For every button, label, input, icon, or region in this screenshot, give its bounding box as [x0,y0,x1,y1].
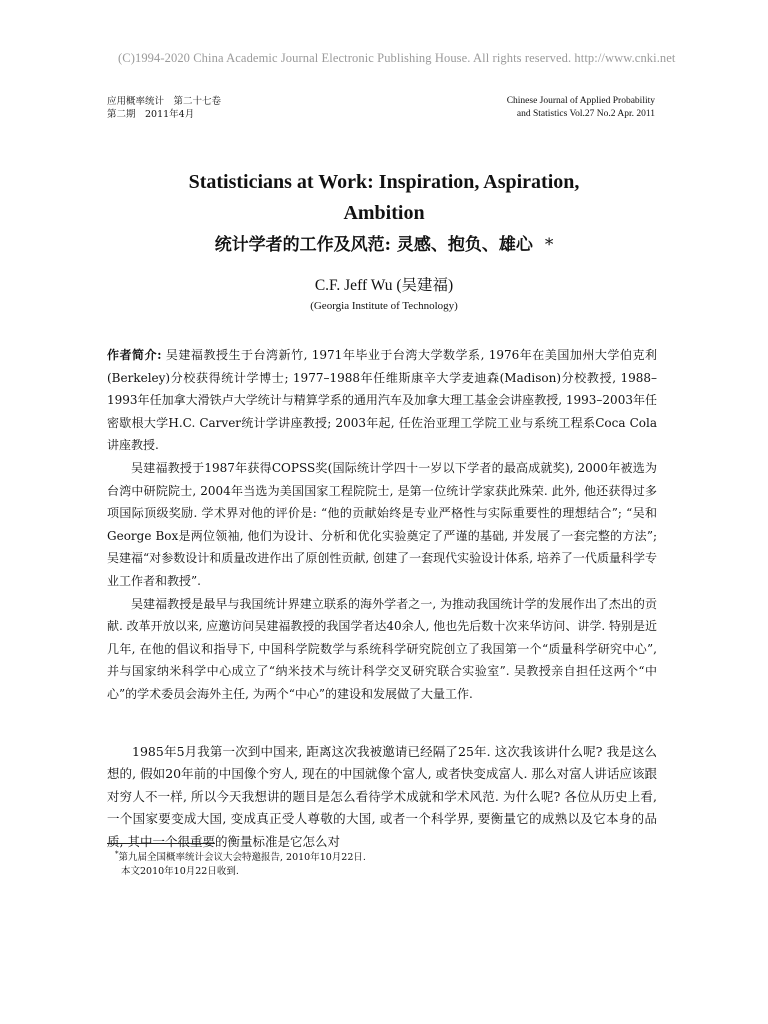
author-biography [107,344,657,706]
footnote-text: 第九届全国概率统计会议大会特邀报告, 2010年10月22日. [118,852,366,864]
body-paragraph: 1985年5月我第一次到中国来, 距离这次我被邀请已经隔了25年. 这次我该讲什么呢? 我是这么想的, 假如20年前的中国像个穷人, 现在的中国就像个富人, 或者快变成富人. 那么对富人讲话应该跟对穷人不一样, 所以今天我想讲的题目是怎么看待学术成就和学术风范. 为什么呢? 各位从历史上看, 一个国家要变成大国, 变成真正受人尊敬的大国, 或者一个科学界, 要衡量它的成熟以及它本身的品质, 其中一个很重要的衡量标准是它怎么对 [107,744,657,849]
bio-paragraph: 吴建福教授是最早与我国统计界建立联系的海外学者之一, 为推动我国统计学的发展作出了杰出的贡献. 改革开放以来, 应邀访问吴建福教授的我国学者达40余人, 他也先后数十次来华访问、讲学. 特别是近几年, 在他的倡议和指导下, 中国科学院数学与系统科学研究院创立了我国第一个“质量科学研究中心”, 并与国家纳米科学中心成立了“纳米技术与统计科学交叉研究联合实验室”. 吴教授亲自担任这两个“中心”的学术委员会海外主任, 为两个“中心”的建设和发展做了大量工作. [107,596,657,701]
footnote-line [107,847,657,865]
footnote-mark: * [115,850,119,858]
paper-title-english [100,167,668,229]
journal-issue-line-en: and Statistics Vol.27 No.2 Apr. 2011 [516,109,655,119]
footnote-rule [107,843,215,844]
journal-header-chinese [107,95,221,121]
title-chinese-text: 统计学者的工作及风范: 灵感、抱负、雄心 [214,235,533,255]
bio-paragraph: 吴建福教授于1987年获得COPSS奖(国际统计学四十一岁以下学者的最高成就奖), 2000年被选为台湾中研院院士, 2004年当选为美国国家工程院院士, 是第一位统计学家获此殊荣. 此外, 他还获得过多项国际顶级奖励. 学术界对他的评价是: “他的贡献始终是专业严格性与实际重要性的理想结合”; “吴和George Box是两位领袖, 他们为设计、分析和优化实验奠定了严谨的基础, 并发展了一套完整的方法”; 吴建福“对参数设计和质量改进作出了原创性贡献, 创建了一套现代实验设计体系, 培养了一代质量科学专业工作者和教授”. [107,460,657,588]
main-body [107,741,657,853]
journal-header-english [507,95,655,121]
bio-paragraph-text: 吴建福教授生于台湾新竹, 1971年毕业于台湾大学数学系, 1976年在美国加州大学伯克利(Berkeley)分校获得统计学博士; 1977–1988年任维斯康辛大学麦迪森(Madison)分校教授, 1988–1993年任加拿大滑铁卢大学统计与精算学系的通用汽车及加拿大理工基金会讲座教授, 1993–2003年任密歇根大学H.C. Carver统计学讲座教授; 2003年起, 任佐治亚理工学院工业与系统工程系Coca Cola讲座教授. [107,348,657,453]
bio-paragraph [107,344,657,457]
journal-volume-line: 应用概率统计 第二十七卷 [107,96,222,107]
copyright-watermark: (C)1994-2020 China Academic Journal Electronic Publishing House. All rights reserved. http://www.cnki.net [118,51,676,65]
bio-label: 作者简介: [107,348,162,362]
footnote-line: 本文2010年10月22日收到. [121,866,239,878]
journal-name-line: Chinese Journal of Applied Probability [506,96,655,106]
journal-issue-line: 第二期 2011年4月 [107,109,195,120]
author-name: C.F. Jeff Wu (吴建福) [314,277,454,294]
title-english-line1: Statisticians at Work: Inspiration, Aspiration, [188,171,580,193]
footnotes [107,847,657,879]
author-affiliation: (Georgia Institute of Technology) [310,300,458,312]
title-english-line2: Ambition [343,202,425,224]
title-footnote-mark: * [544,235,554,255]
paper-title-chinese [100,230,668,255]
